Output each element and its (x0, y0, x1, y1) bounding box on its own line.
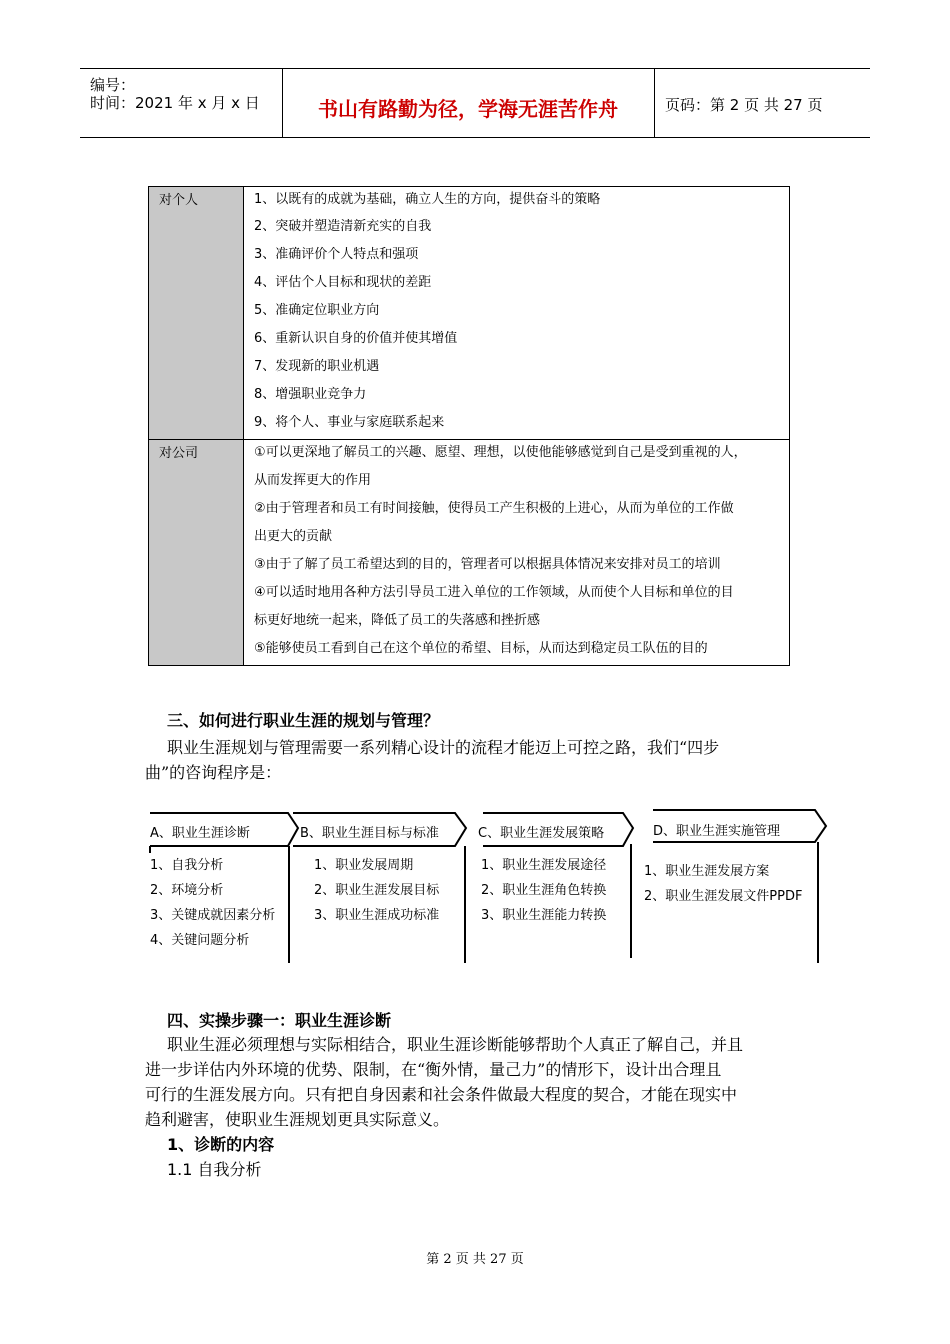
step-d-item: 2、职业生涯发展文件PPDF (644, 889, 803, 904)
page-header (80, 68, 870, 138)
section4-heading: 四、实操步骤一：职业生涯诊断 (167, 1011, 392, 1030)
personal-item: 4、评估个人目标和现状的差距 (254, 275, 432, 290)
step-a-item: 4、关键问题分析 (150, 933, 250, 948)
personal-items-cell (244, 187, 789, 439)
four-step-flow-diagram (148, 808, 828, 968)
company-label: 对公司 (159, 446, 199, 461)
number-label: 编号： (90, 76, 136, 94)
personal-item: 6、重新认识自身的价值并使其增值 (254, 331, 458, 346)
step-a-title: A、职业生涯诊断 (150, 826, 250, 841)
company-line: ⑤能够使员工看到自己在这个单位的希望、目标，从而达到稳定员工队伍的目的 (254, 641, 708, 656)
section3-heading: 三、如何进行职业生涯的规划与管理？ (167, 711, 440, 730)
step-c-title: C、职业生涯发展策略 (478, 826, 605, 841)
step-d-item: 1、职业生涯发展方案 (644, 864, 770, 879)
company-line: ①可以更深地了解员工的兴趣、愿望、理想，以使他能够感觉到自己是受到重视的人， (254, 445, 747, 460)
step-b-item: 3、职业生涯成功标准 (314, 908, 440, 923)
section4-paragraph-line: 可行的生涯发展方向。只有把自身因素和社会条件做最大程度的契合，才能在现实中 (145, 1085, 738, 1104)
personal-label-cell (149, 187, 244, 439)
company-line: 从而发挥更大的作用 (254, 473, 372, 488)
personal-item: 1、以既有的成就为基础，确立人生的方向，提供奋斗的策略 (254, 192, 601, 207)
step-a-item: 2、环境分析 (150, 883, 224, 898)
personal-item: 5、准确定位职业方向 (254, 303, 380, 318)
step-b-title: B、职业生涯目标与标准 (300, 826, 439, 841)
step-a-item: 1、自我分析 (150, 858, 224, 873)
company-line: 出更大的贡献 (254, 529, 333, 544)
header-motto-cell (282, 69, 655, 137)
personal-item: 7、发现新的职业机遇 (254, 359, 380, 374)
step-c-item: 1、职业生涯发展途径 (481, 858, 607, 873)
company-line: ③由于了解了员工希望达到的目的，管理者可以根据具体情况来安排对员工的培训 (254, 557, 721, 572)
personal-item: 2、突破并塑造清新充实的自我 (254, 219, 432, 234)
personal-item: 8、增强职业竞争力 (254, 387, 367, 402)
section4-paragraph-line: 进一步详估内外环境的优势、限制，在“衡外情，量己力”的情形下，设计出合理且 (145, 1060, 722, 1079)
section4-paragraph-line: 职业生涯必须理想与实际相结合，职业生涯诊断能够帮助个人真正了解自己，并且 (167, 1035, 744, 1054)
company-line: ④可以适时地用各种方法引导员工进入单位的工作领域，从而使个人目标和单位的目 (254, 585, 734, 600)
motto: 书山有路勤为径，学海无涯苦作舟 (318, 97, 618, 121)
company-label-cell (149, 440, 244, 665)
step-d-title: D、职业生涯实施管理 (653, 824, 781, 839)
time-label: 时间：2021 年 x 月 x 日 (90, 94, 260, 112)
subheading-diagnosis-content: 1、诊断的内容 (167, 1135, 275, 1154)
step-a-item: 3、关键成就因素分析 (150, 908, 276, 923)
personal-item: 9、将个人、事业与家庭联系起来 (254, 415, 445, 430)
personal-label: 对个人 (159, 193, 199, 208)
step-c-item: 3、职业生涯能力转换 (481, 908, 607, 923)
subheading-self-analysis: 1.1 自我分析 (167, 1160, 262, 1179)
section4-paragraph-line: 趋利避害，使职业生涯规划更具实际意义。 (145, 1110, 450, 1129)
benefits-table (148, 186, 790, 666)
step-c-item: 2、职业生涯角色转换 (481, 883, 607, 898)
section3-paragraph-line: 职业生涯规划与管理需要一系列精心设计的流程才能迈上可控之路，我们“四步 (167, 738, 720, 757)
header-meta-cell (80, 69, 283, 137)
header-page-cell (655, 69, 870, 137)
company-line: ②由于管理者和员工有时间接触，使得员工产生积极的上进心，从而为单位的工作做 (254, 501, 734, 516)
step-b-item: 2、职业生涯发展目标 (314, 883, 440, 898)
company-items-cell (244, 440, 789, 665)
step-b-item: 1、职业发展周期 (314, 858, 414, 873)
personal-item: 3、准确评价个人特点和强项 (254, 247, 419, 262)
section3-paragraph-line: 曲”的咨询程序是： (145, 763, 282, 782)
company-line: 标更好地统一起来，降低了员工的失落感和挫折感 (254, 613, 541, 628)
page-footer: 第 2 页 共 27 页 (426, 1252, 524, 1267)
page-label: 页码：第 2 页 共 27 页 (665, 96, 823, 114)
